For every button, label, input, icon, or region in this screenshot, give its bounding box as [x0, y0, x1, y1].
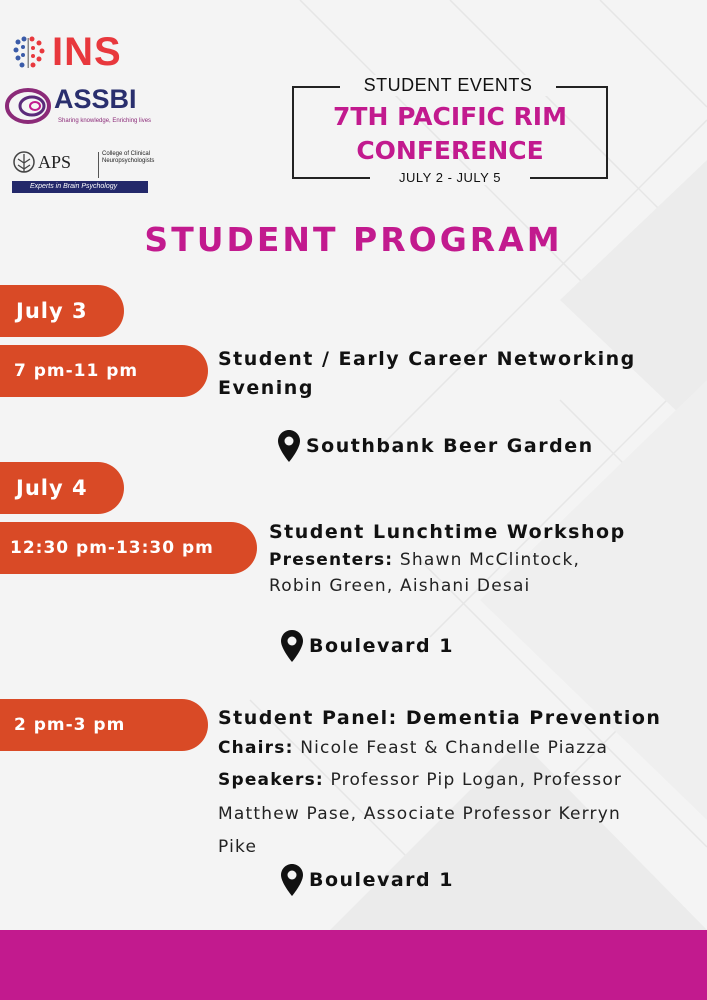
- assbi-tagline: Sharing knowledge, Enriching lives: [58, 118, 152, 124]
- conference-dates: JULY 2 - JULY 5: [370, 170, 530, 185]
- ins-logo: [12, 30, 122, 75]
- assbi-logo: [4, 84, 152, 132]
- presenters-names: Shawn McClintock,: [399, 550, 581, 570]
- aps-divider: [98, 152, 99, 178]
- aps-college: College of Clinical Neuropsychologists: [102, 151, 155, 164]
- speakers-line1: [218, 763, 661, 797]
- location-label: Southbank Beer Garden: [306, 435, 594, 457]
- time-pill-networking: 7 pm-11 pm: [0, 345, 208, 397]
- assbi-wordmark: ASSBI: [54, 84, 137, 114]
- aps-logo: [12, 150, 155, 194]
- chairs-line: [218, 733, 661, 763]
- speakers-names: Professor Pip Logan, Professor: [330, 770, 623, 790]
- conference-title: [292, 100, 608, 168]
- chairs-names: Nicole Feast & Chandelle Piazza: [300, 738, 609, 758]
- student-events-label: STUDENT EVENTS: [340, 75, 556, 96]
- aps-wordmark: APS: [38, 152, 72, 172]
- event-title: Student Lunchtime Workshop: [269, 521, 626, 543]
- location-label: Boulevard 1: [309, 869, 454, 891]
- event-title-line2: Evening: [218, 377, 314, 399]
- event-title-line1: Student / Early Career Networking: [218, 348, 636, 370]
- presenters-line2: Robin Green, Aishani Desai: [269, 576, 531, 596]
- presenters-line1: [269, 547, 626, 573]
- aps-tagline: Experts in Brain Psychology: [12, 181, 148, 193]
- map-pin-icon: [278, 430, 300, 462]
- time-pill-panel: 2 pm-3 pm: [0, 699, 208, 751]
- ins-wordmark: INS: [52, 30, 122, 74]
- map-pin-icon: [281, 630, 303, 662]
- program-title: STUDENT PROGRAM: [144, 220, 563, 259]
- brain-icon: [12, 34, 46, 72]
- chairs-label: Chairs:: [218, 738, 294, 758]
- map-pin-icon: [281, 864, 303, 896]
- presenters-label: Presenters:: [269, 550, 394, 570]
- speakers-line3: Pike: [218, 837, 258, 857]
- conference-title-line1: 7TH PACIFIC RIM: [333, 102, 567, 131]
- location-boulevard-1: [281, 630, 454, 662]
- swirl-icon: [4, 84, 54, 128]
- date-pill-july-4: July 4: [0, 462, 124, 514]
- speakers-label: Speakers:: [218, 770, 324, 790]
- aps-leaf-icon: [12, 150, 36, 178]
- time-pill-workshop: 12:30 pm-13:30 pm: [0, 522, 257, 574]
- event-title: Student Panel: Dementia Prevention: [218, 707, 662, 729]
- location-southbank: [278, 430, 594, 462]
- location-boulevard-1-panel: [281, 864, 454, 896]
- footer-band: [0, 930, 707, 1000]
- event-panel: [218, 704, 661, 863]
- location-label: Boulevard 1: [309, 635, 454, 657]
- speakers-line2: Matthew Pase, Associate Professor Kerryn: [218, 804, 621, 824]
- event-networking: [218, 345, 636, 403]
- conference-title-line2: CONFERENCE: [356, 136, 544, 165]
- date-pill-july-3: July 3: [0, 285, 124, 337]
- event-workshop: [269, 518, 626, 599]
